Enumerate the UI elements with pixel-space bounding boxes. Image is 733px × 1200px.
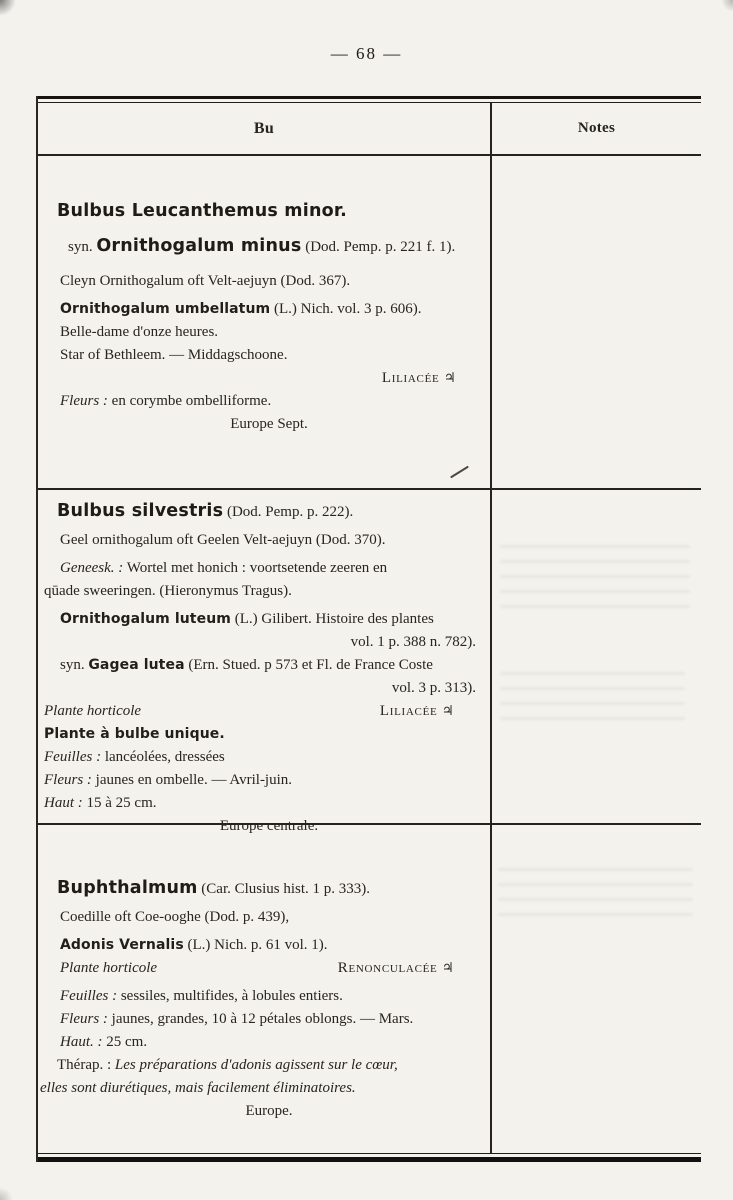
text-line (38, 298, 490, 321)
column-header-bu-cell (38, 103, 490, 154)
text-segment: Liliacée (381, 370, 444, 386)
text-segment: jaunes, grandes, 10 à 12 pétales oblongs. — Mars. (107, 1011, 414, 1027)
text-line (38, 200, 490, 224)
text-segment: (L.) Nich. vol. 3 p. 606). (270, 301, 422, 317)
text-segment: Plante à bulbe unique. (44, 726, 225, 742)
text-segment: Adonis Vernalis (60, 937, 184, 953)
text-segment: Plante horticole (44, 703, 142, 719)
line-left-part (60, 957, 157, 980)
text-segment: Bulbus Leucanthemus minor. (57, 201, 348, 221)
text-line (38, 877, 490, 901)
notes-cell (490, 825, 701, 1153)
text-line (38, 235, 490, 259)
text-segment: Europe. (245, 1103, 293, 1119)
text-segment: 15 à 25 cm. (82, 795, 157, 811)
entry-content (38, 825, 490, 1153)
text-segment: Geneesk. : (60, 560, 124, 576)
text-line (38, 390, 490, 413)
text-segment: (Car. Clusius hist. 1 p. 333). (197, 881, 371, 897)
text-segment: Liliacée (379, 703, 442, 719)
text-segment: ♃ (441, 703, 454, 719)
column-header-notes: Notes (577, 120, 616, 136)
text-segment: syn. (60, 657, 89, 673)
text-line (38, 321, 490, 344)
text-line (38, 934, 490, 957)
text-segment: Gagea lutea (88, 657, 185, 673)
text-line (38, 723, 490, 746)
line-left-part (44, 700, 141, 723)
text-segment: Belle-dame d'onze heures. (60, 324, 219, 340)
text-segment: Buphthalmum (57, 878, 198, 898)
text-line (38, 529, 490, 552)
text-segment: Feuilles : (60, 988, 118, 1004)
text-line (38, 344, 490, 367)
text-segment: vol. 1 p. 388 n. 782). (350, 634, 476, 650)
text-line (38, 580, 490, 603)
text-segment: Haut. : (60, 1034, 103, 1050)
text-segment: Feuilles : (44, 749, 102, 765)
text-segment: sessiles, multifides, à lobules entiers. (117, 988, 343, 1004)
entry-row (38, 156, 701, 490)
text-line (38, 1077, 490, 1100)
table-header (38, 103, 701, 156)
text-line (38, 631, 490, 654)
text-segment: Ornithogalum umbellatum (60, 301, 271, 317)
text-segment: (Dod. Pemp. p. 221 f. 1). (301, 239, 456, 255)
text-segment: ♃ (443, 370, 456, 386)
line-right-part (338, 957, 454, 980)
text-line (38, 769, 490, 792)
text-segment: qūade sweeringen. (Hieronymus Tragus). (44, 583, 292, 599)
text-line (38, 654, 490, 677)
text-segment: Cleyn Ornithogalum oft Velt-aejuyn (Dod. 367). (60, 273, 351, 289)
text-line (38, 500, 490, 524)
text-line (38, 1100, 490, 1123)
text-segment: jaunes en ombelle. — Avril-juin. (91, 772, 293, 788)
text-segment: Les préparations d'adonis agissent sur le cœur, (114, 1057, 398, 1073)
text-segment: Coedille oft Coe-ooghe (Dod. p. 439), (60, 909, 290, 925)
text-line (38, 985, 490, 1008)
text-line (38, 608, 490, 631)
text-line (38, 367, 490, 390)
text-line (38, 1008, 490, 1031)
text-segment: vol. 3 p. 313). (391, 680, 476, 696)
text-segment: Ornithogalum minus (96, 236, 302, 256)
text-segment: Wortel met honich : voortsetende zeeren en (123, 560, 388, 576)
line-right-part (380, 700, 454, 723)
text-segment: Plante horticole (60, 960, 158, 976)
entry-row (38, 490, 701, 834)
text-segment: (Ern. Stued. p 573 et Fl. de France Coste (184, 657, 433, 673)
text-segment: Fleurs : (44, 772, 92, 788)
text-line (38, 746, 490, 769)
entry-content (38, 490, 490, 834)
text-line (38, 557, 490, 580)
text-segment: Fleurs : (60, 1011, 108, 1027)
text-segment: Renonculacée (337, 960, 442, 976)
text-line (38, 700, 490, 723)
text-segment: Ornithogalum luteum (60, 611, 231, 627)
text-line (38, 413, 490, 436)
text-segment: Europe centrale. (219, 818, 319, 834)
text-segment: ♃ (441, 960, 454, 976)
text-line (38, 677, 490, 700)
text-segment: Europe Sept. (230, 416, 308, 432)
text-segment: Bulbus silvestris (57, 501, 224, 521)
text-segment: Geel ornithogalum oft Geelen Velt-aejuyn (Dod. 370). (60, 532, 386, 548)
column-header-notes-cell (490, 103, 701, 154)
catalog-table (36, 96, 701, 1162)
text-line (38, 1054, 490, 1077)
text-line (38, 270, 490, 293)
text-segment: (Dod. Pemp. p. 222). (223, 504, 354, 520)
notes-cell (490, 490, 701, 823)
text-segment: lancéolées, dressées (101, 749, 225, 765)
text-segment: (L.) Nich. p. 61 vol. 1). (183, 937, 328, 953)
text-segment: Fleurs : (60, 393, 108, 409)
table-body (38, 156, 701, 1153)
text-segment: syn. (68, 239, 97, 255)
text-segment: 25 cm. (102, 1034, 148, 1050)
text-segment: Star of Bethleem. — Middagschoone. (60, 347, 288, 363)
text-segment: Thérap. : (57, 1057, 115, 1073)
text-line (38, 957, 490, 980)
text-line (38, 906, 490, 929)
text-segment: elles sont diurétiques, mais facilement éliminatoires. (40, 1080, 356, 1096)
text-segment: en corymbe ombelliforme. (107, 393, 272, 409)
bottom-double-rule (38, 1153, 701, 1162)
text-line (38, 792, 490, 815)
text-segment: (L.) Gilibert. Histoire des plantes (230, 611, 434, 627)
text-line (38, 1031, 490, 1054)
entry-content (38, 156, 490, 488)
entry-row (38, 825, 701, 1153)
top-double-rule (38, 96, 701, 103)
column-header-bu: Bu (253, 119, 275, 137)
notes-cell (490, 156, 701, 488)
page-number: — 68 — (330, 44, 403, 63)
text-segment: Haut : (44, 795, 83, 811)
